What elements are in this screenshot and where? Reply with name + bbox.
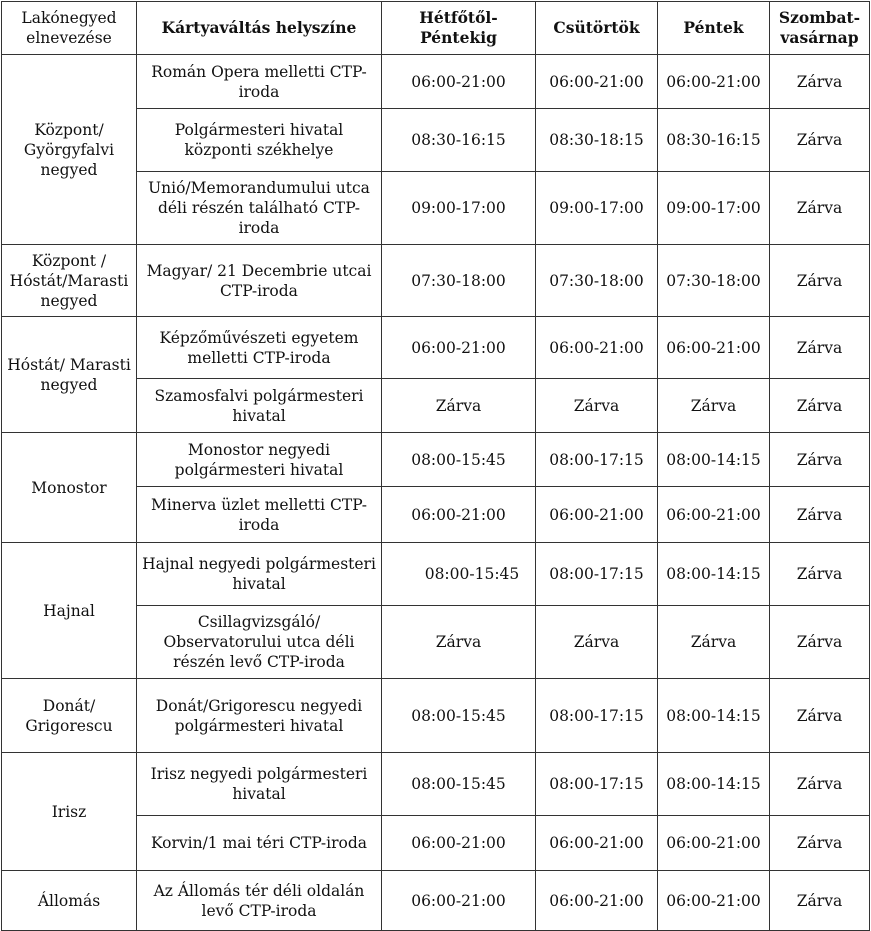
hours-weekend: Zárva [770,317,870,379]
hours-friday: 08:00-14:15 [658,543,770,606]
table-row [2,433,870,487]
hours-mon-fri: 06:00-21:00 [382,871,536,931]
hours-friday: 08:00-14:15 [658,679,770,753]
location-cell: Csillagvizsgáló/ Observatorului utca déli részén levő CTP-iroda [137,606,382,679]
hours-thursday: 08:00-17:15 [536,433,658,487]
hours-friday: 06:00-21:00 [658,816,770,871]
table-row [2,871,870,931]
header-thursday: Csütörtök [536,2,658,55]
hours-friday: 08:30-16:15 [658,109,770,172]
hours-weekend: Zárva [770,753,870,816]
hours-friday: 06:00-21:00 [658,487,770,543]
hours-mon-fri: 08:00-15:45 [382,433,536,487]
hours-mon-fri: 08:00-15:45 [382,543,536,606]
hours-friday: 06:00-21:00 [658,317,770,379]
table-row [2,679,870,753]
district-cell: Donát/ Grigorescu [2,679,137,753]
hours-weekend: Zárva [770,433,870,487]
location-cell: Szamosfalvi polgármesteri hivatal [137,379,382,433]
hours-weekend: Zárva [770,55,870,109]
hours-friday: 09:00-17:00 [658,172,770,245]
table-row [2,753,870,816]
header-weekend: Szombat-vasárnap [770,2,870,55]
hours-friday: 06:00-21:00 [658,55,770,109]
hours-weekend: Zárva [770,871,870,931]
hours-friday: 08:00-14:15 [658,433,770,487]
hours-friday: Zárva [658,606,770,679]
location-cell: Unió/Memorandumului utca déli részén található CTP-iroda [137,172,382,245]
hours-friday: 06:00-21:00 [658,871,770,931]
table-row [2,543,870,606]
hours-weekend: Zárva [770,379,870,433]
hours-friday: Zárva [658,379,770,433]
district-cell: Központ/ Györgyfalvi negyed [2,55,137,245]
hours-thursday: 09:00-17:00 [536,172,658,245]
hours-thursday: 08:00-17:15 [536,543,658,606]
hours-thursday: 07:30-18:00 [536,245,658,317]
hours-thursday: Zárva [536,606,658,679]
header-location: Kártyaváltás helyszíne [137,2,382,55]
hours-thursday: 06:00-21:00 [536,871,658,931]
district-cell: Hajnal [2,543,137,679]
location-cell: Az Állomás tér déli oldalán levő CTP-iroda [137,871,382,931]
hours-mon-fri: 09:00-17:00 [382,172,536,245]
location-cell: Polgármesteri hivatal központi székhelye [137,109,382,172]
location-cell: Korvin/1 mai téri CTP-iroda [137,816,382,871]
hours-thursday: 06:00-21:00 [536,55,658,109]
district-cell: Irisz [2,753,137,871]
hours-thursday: 06:00-21:00 [536,487,658,543]
location-cell: Képzőművészeti egyetem melletti CTP-iroda [137,317,382,379]
hours-thursday: Zárva [536,379,658,433]
hours-thursday: 06:00-21:00 [536,317,658,379]
hours-weekend: Zárva [770,245,870,317]
hours-mon-fri: 07:30-18:00 [382,245,536,317]
hours-mon-fri: 06:00-21:00 [382,317,536,379]
table-row [2,317,870,379]
header-row [2,2,870,55]
hours-weekend: Zárva [770,487,870,543]
location-cell: Donát/Grigorescu negyedi polgármesteri hivatal [137,679,382,753]
location-cell: Irisz negyedi polgármesteri hivatal [137,753,382,816]
location-cell: Minerva üzlet melletti CTP-iroda [137,487,382,543]
table-row [2,55,870,109]
hours-thursday: 08:00-17:15 [536,753,658,816]
hours-mon-fri: 08:00-15:45 [382,753,536,816]
hours-mon-fri: 06:00-21:00 [382,816,536,871]
hours-weekend: Zárva [770,679,870,753]
location-cell: Román Opera melletti CTP-iroda [137,55,382,109]
table-row [2,245,870,317]
location-cell: Hajnal negyedi polgármesteri hivatal [137,543,382,606]
hours-mon-fri: 06:00-21:00 [382,55,536,109]
hours-mon-fri: Zárva [382,379,536,433]
hours-weekend: Zárva [770,606,870,679]
district-cell: Hóstát/ Marasti negyed [2,317,137,433]
district-cell: Állomás [2,871,137,931]
hours-weekend: Zárva [770,172,870,245]
hours-thursday: 08:00-17:15 [536,679,658,753]
header-friday: Péntek [658,2,770,55]
district-cell: Központ / Hóstát/Marasti negyed [2,245,137,317]
location-cell: Monostor negyedi polgármesteri hivatal [137,433,382,487]
hours-mon-fri: 06:00-21:00 [382,487,536,543]
header-district: Lakónegyed elnevezése [2,2,137,55]
district-cell: Monostor [2,433,137,543]
hours-thursday: 06:00-21:00 [536,816,658,871]
schedule-table [1,1,870,931]
hours-mon-fri: 08:30-16:15 [382,109,536,172]
hours-weekend: Zárva [770,543,870,606]
hours-friday: 07:30-18:00 [658,245,770,317]
hours-friday: 08:00-14:15 [658,753,770,816]
hours-mon-fri: Zárva [382,606,536,679]
hours-weekend: Zárva [770,109,870,172]
header-mon-fri: Hétfőtől-Péntekig [382,2,536,55]
hours-thursday: 08:30-18:15 [536,109,658,172]
location-cell: Magyar/ 21 Decembrie utcai CTP-iroda [137,245,382,317]
hours-weekend: Zárva [770,816,870,871]
hours-mon-fri: 08:00-15:45 [382,679,536,753]
